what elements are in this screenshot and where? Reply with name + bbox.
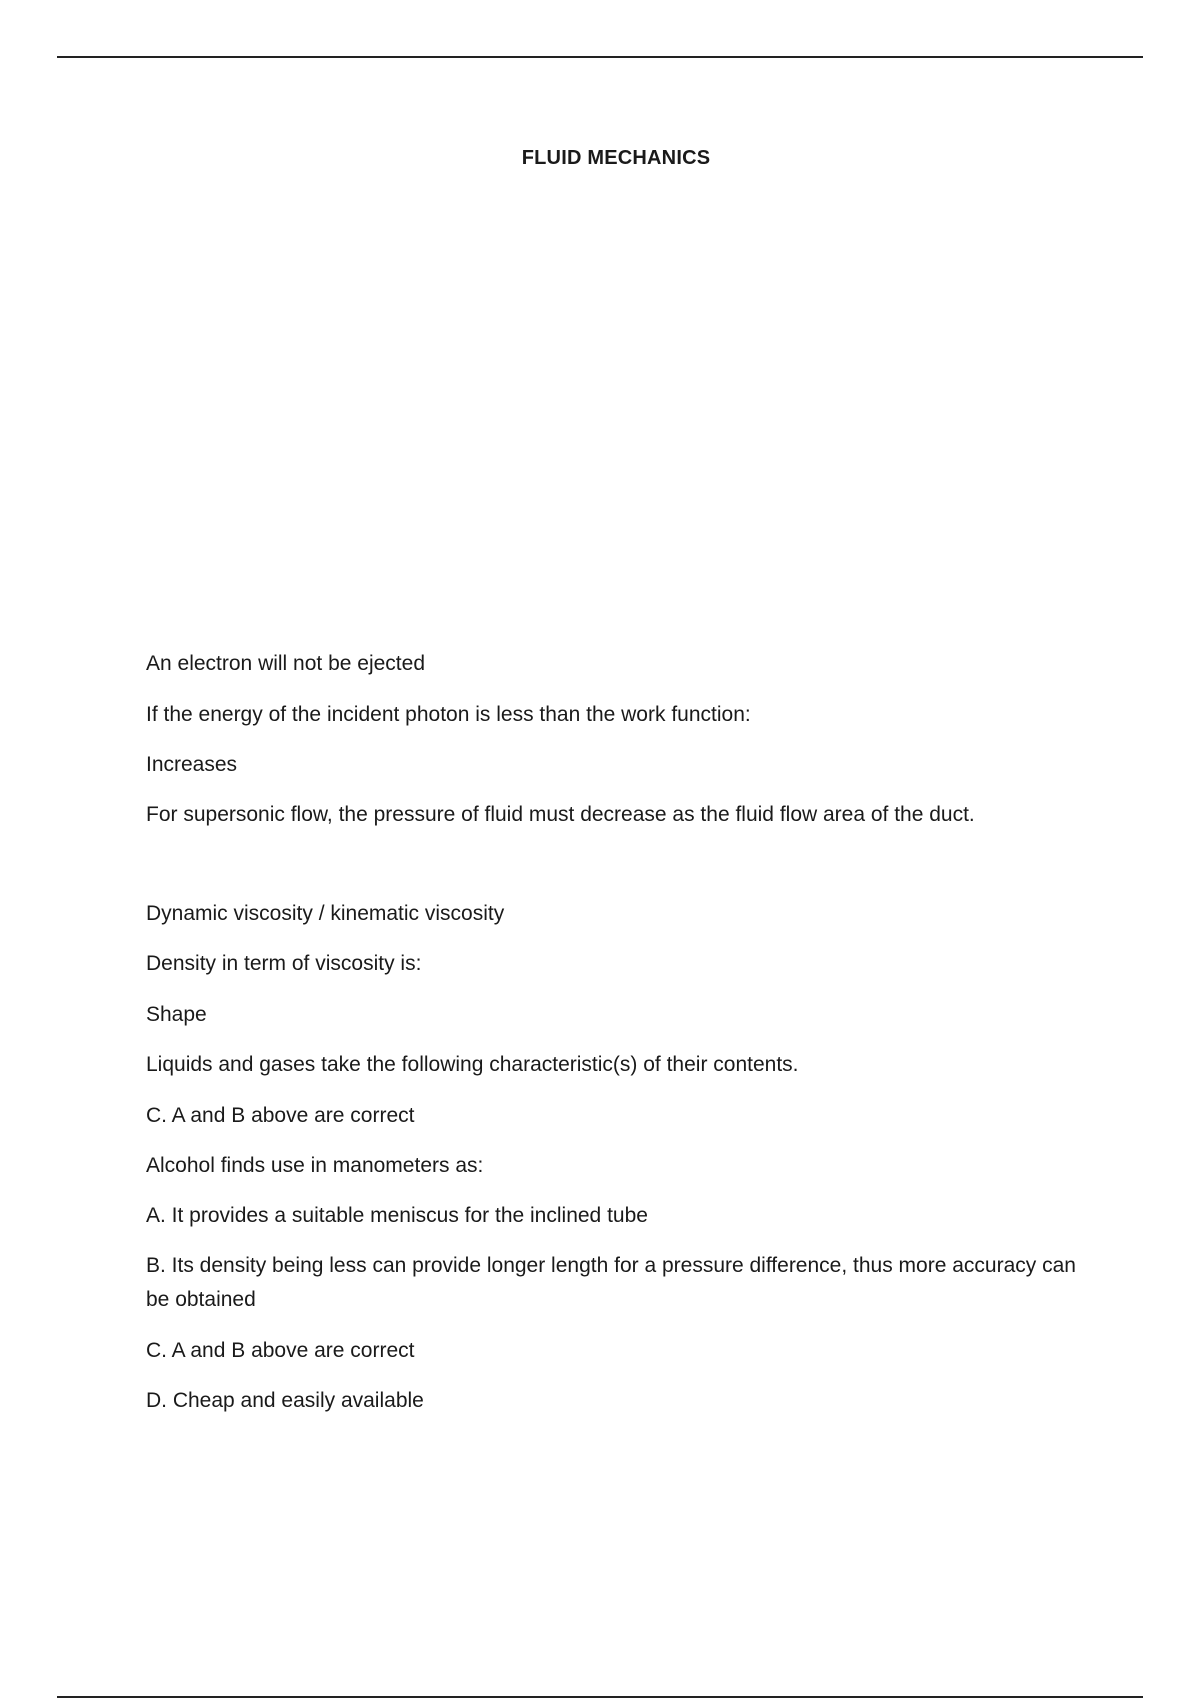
header-rule [57,56,1143,58]
text-line: Increases [146,753,238,776]
text-line: Density in term of viscosity is: [146,952,422,975]
text-line: For supersonic flow, the pressure of fluid must decrease as the fluid flow area of the duct. [146,803,975,826]
text-line: Shape [146,1003,207,1026]
page-title: FLUID MECHANICS [521,147,711,169]
text-line: Alcohol finds use in manometers as: [146,1154,484,1177]
text-line: D. Cheap and easily available [146,1389,424,1412]
text-line: If the energy of the incident photon is less than the work function: [146,703,751,726]
text-line: Liquids and gases take the following characteristic(s) of their contents. [146,1053,799,1076]
text-line: B. Its density being less can provide longer length for a pressure difference, thus more accuracy can be obtained [146,1254,1076,1311]
footer-rule [57,1696,1143,1698]
text-line: Dynamic viscosity / kinematic viscosity [146,902,505,925]
text-line: C. A and B above are correct [146,1339,415,1362]
text-line: C. A and B above are correct [146,1104,415,1127]
text-line: An electron will not be ejected [146,652,425,675]
text-line: A. It provides a suitable meniscus for the inclined tube [146,1204,648,1227]
